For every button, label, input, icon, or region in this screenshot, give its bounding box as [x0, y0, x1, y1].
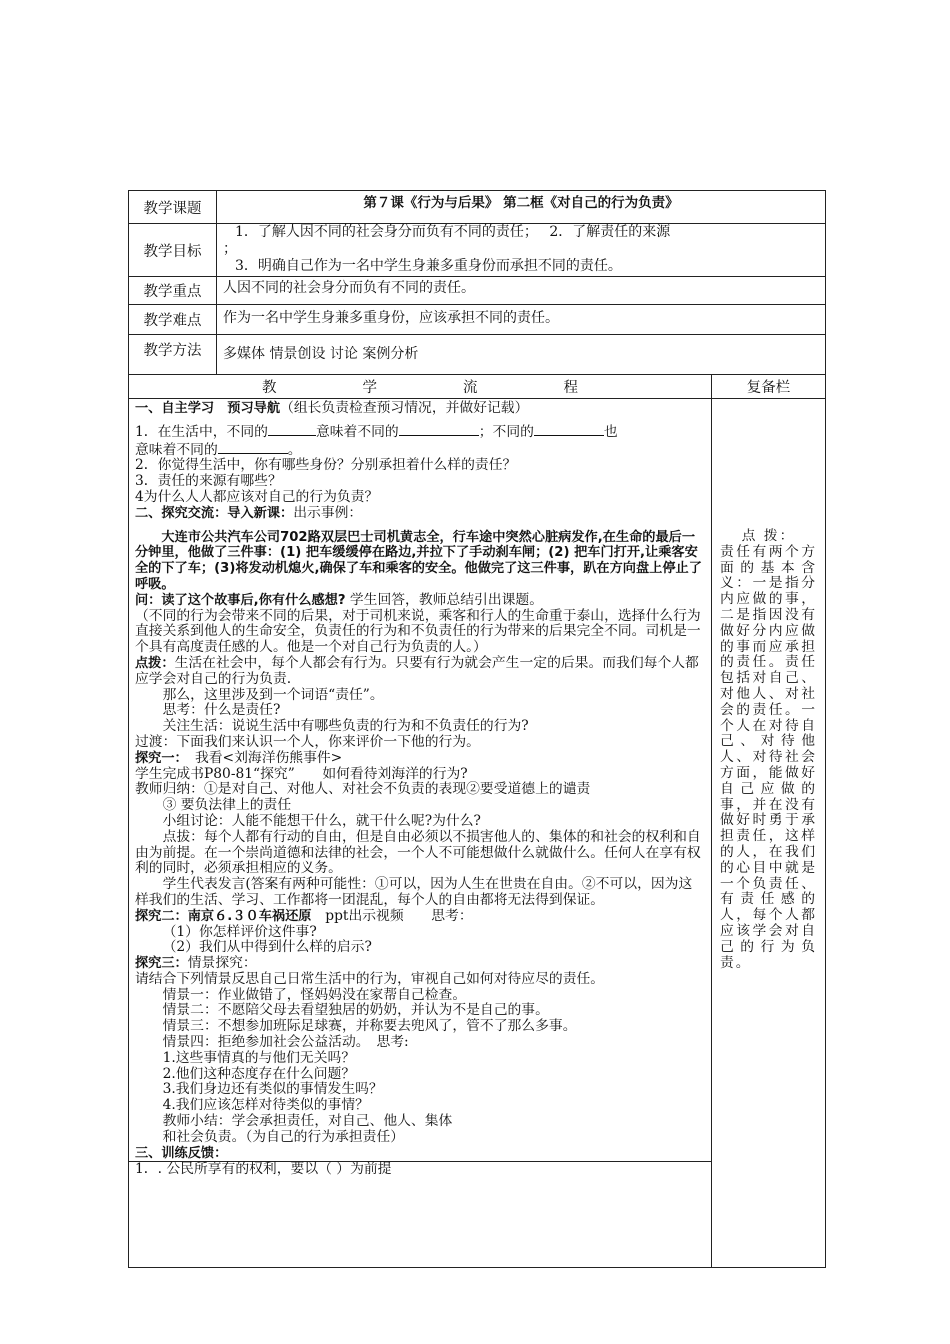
think-line: 思考：什么是责任? [162, 702, 281, 719]
q1-part-d: 也 [603, 423, 618, 440]
goals-row [128, 223, 826, 276]
section-1-note: （组长负责检查预习情况，并做好记载） [280, 400, 529, 416]
paren-explanation: （不同的行为会带来不同的后果，对于司机来说，乘客和行人的生命重于泰山，选择什么行为直接关系到他人的生命安全，负责任的行为和不负责任的行为带来的后果完全不同。司机是一个具有高度责任感的人。他是一个对自己行为负责的人。） [135, 607, 701, 656]
transition-line: 过渡：下面我们来认识一个人，你来评价一下他的行为。 [135, 733, 480, 750]
teacher-summary-2: 和社会负责。（为自己的行为承担责任） [162, 1128, 405, 1145]
ask-tail: 学生回答，教师总结引出课题。 [345, 591, 544, 608]
difficulty-label: 教学难点 [129, 305, 217, 334]
lesson-plan-table [128, 190, 826, 1268]
student-speech: 学生代表发言(答案有两种可能性：①可以，因为人生在世贵在自由。②不可以，因为这样我们的生活、学习、工作都将一团混乱，每个人的自由都将无法得到保证。 [135, 876, 693, 908]
q1-blank-3[interactable] [534, 423, 604, 436]
q1-part-b: 意味着不同的 [315, 423, 399, 440]
explore-3-tail: 情景探究： [187, 955, 257, 972]
section-3-title: 三、训练反馈： [135, 1145, 228, 1161]
explore-1-book: 学生完成书P80-81“探究” 如何看待刘海洋的行为? [135, 765, 468, 782]
think-1: 1.这些事情真的与他们无关吗？ [162, 1049, 356, 1066]
difficulty-row [128, 304, 826, 334]
think-4: 4.我们应该怎样对待类似的事情？ [162, 1097, 369, 1114]
review-column-header: 复备栏 [746, 380, 791, 396]
ask-title: 问：读了这个故事后,你有什么感想? [135, 592, 346, 608]
goals-label: 教学目标 [129, 224, 217, 276]
scene-3: 情景三：不想参加班际足球赛，并称要去兜风了，管不了那么多事。 [162, 1018, 577, 1035]
method-row [128, 334, 826, 374]
section-1-title: 一、自主学习 预习导航 [135, 401, 281, 416]
scene-4: 情景四：拒绝参加社会公益活动。 思考: [162, 1034, 409, 1051]
q1-part-c: ；不同的 [478, 423, 534, 440]
question-4: 4为什么人人都应该对自己的行为负责？ [135, 488, 379, 505]
review-tip-body: 责任有两个方面的基本含义：一是指分内应做的事，二是指因没有做好分内应做的事而应承担的责任。责任包括对自己、对他人、对社会的责任。一个人在对待自己、对待他人、对待社会方面，能做好自己应做的事，并在没有做好时勇于承担责任，这样的人，在我们的心目中就是一个负责任、有责任感的人，每个人都应该学会对自己的行为负责。 [720, 543, 817, 971]
key-label: 教学重点 [129, 277, 217, 304]
tip-title: 点拨： [135, 655, 175, 671]
topic-label: 教学课题 [129, 191, 217, 223]
key-row [128, 276, 826, 304]
explore-2-title: 探究二：南京６.３０车祸还原 [135, 908, 312, 924]
q1-blank-1[interactable] [268, 423, 316, 436]
review-column [712, 399, 825, 1267]
flow-header-char-3: 流 [463, 380, 478, 396]
goals-line-3: 3．明确自己作为一名中学生身兼多重身份而承担不同的责任。 [235, 258, 622, 274]
explore-2-tail: ppt出示视频 思考： [311, 907, 473, 924]
flow-header-char-1: 教 [262, 380, 277, 396]
goals-line-1: 1．了解人因不同的社会身分而负有不同的责任； 2．了解责任的来源 [235, 224, 671, 240]
topic-value: 第７课《行为与后果》 第二框《对自己的行为负责》 [363, 195, 679, 211]
explore-1-body: 我看<刘海洋伤熊事件> [181, 749, 343, 766]
difficulty-value: 作为一名中学生身兼多重身份，应该承担不同的责任。 [223, 310, 559, 326]
q1-part-a: 1．在生活中，不同的 [135, 423, 268, 440]
section-2-title: 二、探究交流：导入新课： [135, 505, 294, 521]
question-2: 2．你觉得生活中，你有哪些身份？分别承担着什么样的责任？ [135, 457, 517, 474]
q1-part-e: 意味着不同的 [135, 441, 218, 458]
tip-body: 生活在社会中，每个人都会有行为。只要有行为就会产生一定的后果。而我们每个人都应学会对自己的行为负责. [135, 654, 699, 687]
explore-1-summary: 教师归纳：①是对自己、对他人、对社会不负责的表现②要受道德上的谴责 [135, 781, 591, 798]
flow-header-row [128, 374, 826, 398]
q1-part-f: 。 [287, 441, 302, 458]
method-label: 教学方法 [129, 335, 217, 374]
method-value: 多媒体 情景创设 讨论 案例分析 [223, 346, 419, 362]
explore-3-title: 探究三： [135, 956, 188, 972]
review-tip-title: 点 拨： [741, 528, 796, 544]
explore-2-q1: （1）你怎样评价这件事? [162, 923, 317, 940]
q1-blank-2[interactable] [399, 423, 479, 436]
flow-header [129, 375, 712, 398]
group-discussion: 小组讨论：人能不能想干什么，就干什么呢?为什么? [162, 812, 481, 829]
teacher-summary-1: 教师小结：学会承担责任，对自己、他人、集体 [162, 1113, 453, 1130]
flow-content [129, 399, 712, 1267]
tip-2: 点拔：每个人都有行动的自由，但是自由必须以不损害他人的、集体的和社会的权利和自由为前提。在一个崇尚道德和法律的社会，一个人不可能想做什么就做什么。任何人在享有权利的同时，必须承担相应的义务。 [135, 828, 701, 877]
think-2: 2.他们这种态度存在什么问题？ [162, 1065, 356, 1082]
q1-blank-4[interactable] [218, 441, 288, 454]
scene-2: 情景二：不愿陪父母去看望独居的奶奶，并认为不是自己的事。 [162, 1002, 549, 1019]
explore-1-title: 探究一： [135, 750, 182, 766]
explore-2-q2: （2）我们从中得到什么样的启示? [162, 939, 372, 956]
question-3: 3．责任的来源有哪些？ [135, 473, 282, 490]
explore-1-summary-2: ③ 要负法律上的责任 [162, 797, 292, 814]
key-value: 人因不同的社会身分而负有不同的责任。 [223, 280, 475, 296]
think-3: 3.我们身边还有类似的事情发生吗？ [162, 1081, 383, 1098]
scene-1: 情景一：作业做错了，怪妈妈没在家帮自己检查。 [162, 986, 467, 1003]
goals-line-2: ； [223, 241, 237, 257]
then-line: 那么，这里涉及到一个词语“责任”。 [162, 686, 384, 703]
goals-value [217, 224, 825, 277]
flow-header-char-4: 程 [563, 380, 578, 396]
focus-line: 关注生活：说说生活中有哪些负责的行为和不负责任的行为? [162, 718, 529, 735]
topic-row [128, 190, 826, 223]
exercise-1: 1．. 公民所享有的权利，要以（ ）为前提 [129, 1161, 711, 1178]
flow-body-row [128, 398, 826, 1268]
story-paragraph: 大连市公共汽车公司702路双层巴士司机黄志全，行车途中突然心脏病发作,在生命的最后一分钟里，他做了三件事：(1) 把车缓缓停在路边,并拉下了手动刹车闸；(2) 把车门打开,让乘客安全的下了车；(3)将发动机熄火,确保了车和乘客的安全。他做完了这三件事，趴在方向盘上停止了呼吸。 [135, 529, 702, 592]
section-2-tail: 出示事例： [293, 504, 363, 521]
explore-3-intro: 请结合下列情景反思自己日常生活中的行为，审视自己如何对待应尽的责任。 [135, 970, 605, 987]
flow-header-char-2: 学 [362, 380, 377, 396]
